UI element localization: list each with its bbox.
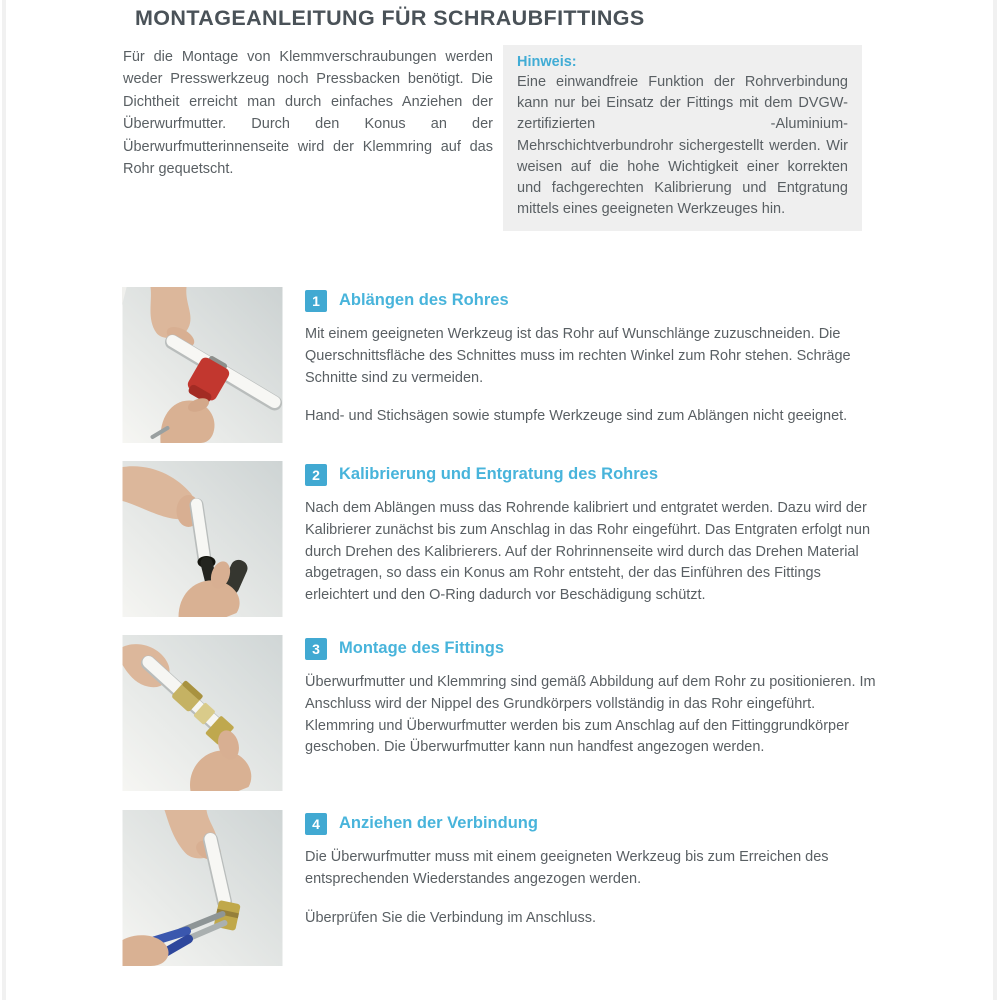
step-paragraph: Die Überwurfmutter muss mit einem geeigneten Werkzeug bis zum Erreichen des entsprechenden Wiederstandes angezogen werden. bbox=[305, 849, 829, 887]
step-header bbox=[305, 289, 882, 312]
step-header bbox=[305, 812, 882, 835]
step-number-badge: 4 bbox=[305, 813, 327, 835]
step-paragraph: Überwurfmutter und Klemmring sind gemäß Abbildung auf dem Rohr zu positionieren. Im Anschluss wird der Nippel des Grundkörpers vollständig in das Rohr eingeführt. Klemmring und Überwurfmutter werden bis zum Anschlag auf den Fittinggrundkörper geschoben. Die Überwurfmutter kann nun handfest angezogen werden. bbox=[305, 674, 876, 756]
step-paragraph: Überprüfen Sie die Verbindung im Anschluss. bbox=[305, 909, 596, 926]
hinweis-body: Eine einwandfreie Funktion der Rohrverbindung kann nur bei Einsatz der Fittings mit dem DVGW-zertifizierten -Aluminium-Mehrschichtverbundrohr sichergestellt werden. Wir weisen auf die hohe Wichtigkeit einer korrekten und fachgerechten Kalibrierung und Entgratung mittels eines geeigneten Werkzeuges hin. bbox=[517, 74, 848, 218]
step-content bbox=[305, 810, 882, 929]
pipe-cutting-photo bbox=[122, 287, 283, 443]
step-title: Ablängen des Rohres bbox=[339, 291, 509, 309]
step-row-1 bbox=[122, 287, 882, 443]
step-content bbox=[305, 461, 882, 607]
fitting-assembly-photo bbox=[122, 635, 283, 791]
pipe-calibration-photo bbox=[122, 461, 283, 617]
step-title: Anziehen der Verbindung bbox=[339, 814, 538, 832]
step-paragraph: Mit einem geeigneten Werkzeug ist das Rohr auf Wunschlänge zuzuschneiden. Die Querschnittsfläche des Schnittes muss im rechten Winkel zum Rohr stehen. Schräge Schnitte sind zu vermeiden. bbox=[305, 326, 851, 386]
step-row-4 bbox=[122, 810, 882, 966]
step-title: Montage des Fittings bbox=[339, 639, 504, 657]
step-paragraph: Hand- und Stichsägen sowie stumpfe Werkzeuge sind zum Ablängen nicht geeignet. bbox=[305, 408, 848, 425]
step-row-2 bbox=[122, 461, 882, 617]
page-title: MONTAGEANLEITUNG FÜR SCHRAUBFITTINGS bbox=[135, 6, 645, 30]
step-header bbox=[305, 637, 882, 660]
hinweis-label: Hinweis: bbox=[517, 54, 577, 70]
step-number-badge: 3 bbox=[305, 638, 327, 660]
page-left-edge bbox=[2, 0, 6, 1000]
tightening-photo bbox=[122, 810, 283, 966]
page-right-edge bbox=[993, 0, 997, 1000]
step-paragraph: Nach dem Ablängen muss das Rohrende kalibriert und entgratet werden. Dazu wird der Kalibrierer zunächst bis zum Anschlag in das Rohr eingeführt. Das Entgraten erfolgt nun durch Drehen des Kalibrierers. Auf der Rohrinnenseite wird durch das Drehen Material abgetragen, so dass ein Konus am Rohr entsteht, der das Einführen des Fittings erleichtert und den O-Ring dadurch vor Beschädigung schützt. bbox=[305, 500, 871, 604]
step-number-badge: 2 bbox=[305, 464, 327, 486]
step-content bbox=[305, 635, 882, 759]
step-title: Kalibrierung und Entgratung des Rohres bbox=[339, 465, 659, 483]
intro-paragraph: Für die Montage von Klemmverschraubungen werden weder Presswerkzeug noch Pressbacken benötigt. Die Dichtheit erreicht man durch einfaches Anziehen der Überwurfmutter. Durch den Konus an der Überwurfmutterinnenseite wird der Klemmring auf das Rohr gequetscht. bbox=[123, 49, 493, 178]
step-header bbox=[305, 463, 882, 486]
hinweis-box bbox=[503, 45, 862, 231]
step-number-badge: 1 bbox=[305, 290, 327, 312]
step-content bbox=[305, 287, 882, 428]
step-row-3 bbox=[122, 635, 882, 791]
